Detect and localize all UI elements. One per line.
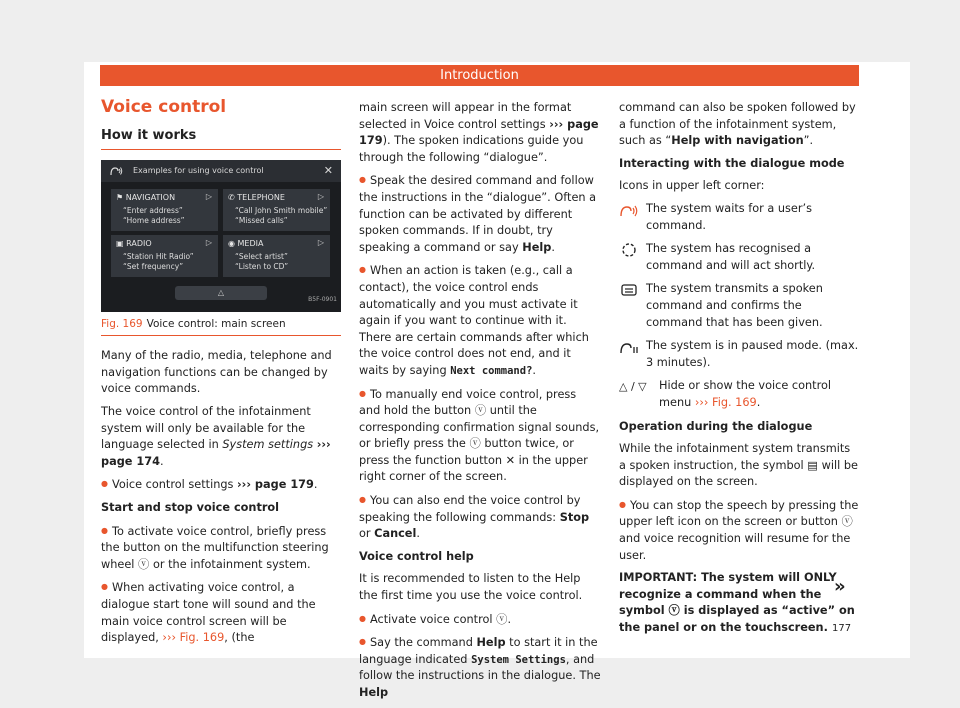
page-number: 177 [832,623,852,634]
page-title: Voice control [101,97,227,117]
hide-show-arrows-icon: △ / ▽ [619,380,647,394]
list-item: ● You can stop the speech by pressing the upper left icon on the screen or button ⓥ and voice recognition will resume for the user. [619,497,859,564]
radio-icon: ▣ RADIO [116,238,152,248]
icon-description-row: The system waits for a user’s command. [619,201,859,234]
list-item: ● To manually end voice control, press and hold the button ⓥ until the corresponding confirmation signal sounds, or briefly press the ⓥ button twice, or press the function button ✕ in the upper right corner of the screen. [359,386,601,487]
tile-radio: ▣ RADIO ▷ “Station Hit Radio” “Set frequency” [111,235,218,277]
page-link[interactable]: ››› page 174 [101,438,331,468]
tile-telephone: ✆ TELEPHONE ▷ “Call John Smith mobile” “Missed calls” [223,189,330,231]
paragraph: It is recommended to listen to the Help the first time you use the voice control. [359,572,583,603]
figure-bar-title: Examples for using voice control [133,165,264,175]
list-item: ● When an action is taken (e.g., call a contact), the voice control ends automatically and you must activate it again if you want to continue with it. There are certain commands after which the voice control does not end, and it waits by saying Next command?. [359,262,601,379]
voice-button-icon: ⓥ [496,612,508,626]
icon-description-row: The system has recognised a command and will act shortly. [619,241,859,274]
phone-icon: ✆ TELEPHONE [228,192,285,202]
section-heading: Start and stop voice control [101,500,280,514]
section-heading: Voice control help [359,549,474,563]
section-heading: Operation during the dialogue [619,419,813,433]
voice-button-icon: ⓥ [841,515,853,529]
flag-icon: ⚑ NAVIGATION [116,192,176,202]
play-icon: ▷ [205,191,212,201]
media-icon: ◉ MEDIA [228,238,264,248]
page-link[interactable]: ››› page 179 [359,117,599,148]
important-note: IMPORTANT: The system will ONLY recognize a command when the symbol ⓥ is displayed as “active” on the panel or on the touchscreen. [619,571,855,635]
waiting-icon [619,202,639,218]
section-header: Introduction [100,65,859,86]
figure-link[interactable]: ››› Fig. 169 [162,631,225,645]
list-item: ● Say the command Help to start it in the language indicated System Settings, and follow the instructions in the dialogue. The Help [359,634,601,701]
list-item: ● Voice control settings ››› page 179. [101,476,341,494]
tile-media: ◉ MEDIA ▷ “Select artist” “Listen to CD” [223,235,330,277]
paragraph: Icons in upper left corner: [619,179,765,193]
figure-voice-control-screen [101,160,341,312]
paragraph: command can also be spoken followed by a function of the infotainment system, such as “Help with navigation”. [619,101,856,148]
page-link[interactable]: ››› page 179 [237,478,314,492]
voice-button-icon: ⓥ [474,404,487,418]
figure-title-bar [101,160,341,182]
figure-caption: Fig. 169 Voice control: main screen [101,316,341,337]
paragraph: While the infotainment system transmits a spoken instruction, the symbol ▤ will be displayed on the screen. [619,442,858,489]
voice-button-icon: ⓥ [138,557,150,571]
play-icon: ▷ [205,237,212,247]
close-icon: ✕ [505,453,516,467]
hide-menu-icon: △ [175,286,267,300]
icon-description-row: △ / ▽ Hide or show the voice control menu ››› Fig. 169. [619,379,832,409]
paused-icon [619,339,639,355]
list-item: ● You can also end the voice control by speaking the following commands: Stop or Cancel. [359,492,601,543]
processing-icon [619,242,639,258]
continue-arrow: » [834,576,846,597]
column-1 [101,96,341,653]
column-2 [359,100,601,708]
voice-button-icon: ⓥ [668,604,680,618]
subtitle: How it works [101,128,341,150]
icon-description-row: The system transmits a spoken command and confirms the command that has been given. [619,281,859,331]
voice-button-icon: ⓥ [469,437,481,451]
column-3 [619,100,859,643]
tile-navigation: ⚑ NAVIGATION ▷ “Enter address” “Home address” [111,189,218,231]
voice-control-icon [109,165,123,177]
figure-link[interactable]: ››› Fig. 169 [694,395,757,409]
list-item: ● To activate voice control, briefly press the button on the multifunction steering wheel ⓥ or the infotainment system. [101,523,341,574]
play-icon: ▷ [317,191,324,201]
paragraph: Many of the radio, media, telephone and navigation functions can be changed by voice commands. [101,349,332,396]
speaking-icon: ▤ [807,458,818,472]
paragraph: The voice control of the infotainment system will only be available for the language selected in System settings ››› page 174. [101,404,331,468]
list-item: ● When activating voice control, a dialogue start tone will sound and the main voice control screen will be displayed, ››› Fig. 169, (the [101,579,341,646]
list-item: ● Speak the desired command and follow the instructions in the “dialogue”. Often a function can be activated by different spoken commands. If in doubt, try speaking a command or say Help. [359,172,601,256]
speaking-icon [619,282,639,298]
section-heading: Interacting with the dialogue mode [619,156,845,170]
paragraph: main screen will appear in the format selected in Voice control settings ››› page 179). The spoken indications guide you through the following “dialogue”. [359,101,599,164]
play-icon: ▷ [317,237,324,247]
icon-description-row: The system is in paused mode. (max. 3 minutes). [619,338,859,371]
list-item: ● Activate voice control ⓥ. [359,611,601,629]
figure-code: B5F-0901 [308,296,337,303]
close-icon: ✕ [323,163,333,177]
